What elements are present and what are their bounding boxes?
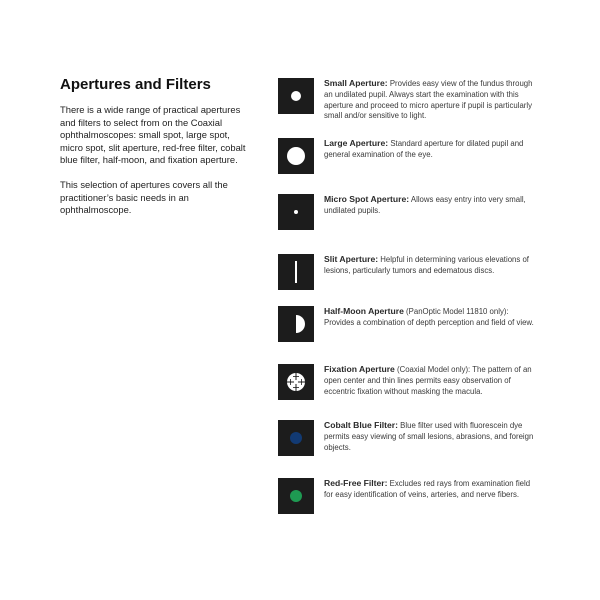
- item-title: Cobalt Blue Filter:: [324, 420, 399, 430]
- fixation-icon: [278, 364, 314, 400]
- item-description: (Coaxial Model only): The pattern of an open center and thin lines permits easy observation of eccentric fixation without masking the macula.: [324, 365, 532, 396]
- half-moon-icon: [278, 306, 314, 342]
- item-description: Helpful in determining various elevations of lesions, particularly tumors and edematous discs.: [324, 255, 529, 275]
- large-spot-icon: [278, 138, 314, 174]
- item-title: Small Aperture:: [324, 78, 388, 88]
- summary-paragraph: This selection of apertures covers all the practitioner’s basic needs in an ophthalmoscope.: [60, 178, 228, 216]
- micro-spot-icon: [278, 194, 314, 230]
- item-title: Red-Free Filter:: [324, 478, 388, 488]
- item-text: [324, 420, 534, 453]
- item-text: [324, 138, 534, 161]
- cobalt-blue-filter-icon: [278, 420, 314, 456]
- small-spot-icon: [278, 78, 314, 114]
- item-description: Blue filter used with fluorescein dye permits easy viewing of small lesions, abrasions, and foreign objects.: [324, 421, 534, 452]
- item-description: Provides easy view of the fundus through an undilated pupil. Always start the examination with this aperture and proceed to micro aperture if pupil is particularly small and/or sensitive to light.: [324, 79, 533, 121]
- intro-paragraph: There is a wide range of practical apertures and filters to select from on the Coaxial ophthalmoscopes: small spot, large spot, micro spot, slit aperture, red-free filter, cobalt blue filter, half-moon, and fixation aperture.: [60, 104, 246, 166]
- item-text: [324, 364, 534, 397]
- item-description: Standard aperture for dilated pupil and general examination of the eye.: [324, 139, 524, 159]
- page-title: Apertures and Filters: [60, 76, 211, 93]
- item-text: [324, 194, 534, 217]
- item-title: Slit Aperture:: [324, 254, 379, 264]
- slit-icon: [278, 254, 314, 290]
- item-text: [324, 78, 534, 122]
- item-description: Excludes red rays from examination field for easy identification of veins, arteries, and nerve fibers.: [324, 479, 531, 499]
- item-text: [324, 478, 534, 501]
- item-text: [324, 306, 534, 329]
- item-description: Allows easy entry into very small, undilated pupils.: [324, 195, 526, 215]
- item-title: Half-Moon Aperture: [324, 306, 404, 316]
- item-title: Large Aperture:: [324, 138, 389, 148]
- item-title: Micro Spot Aperture:: [324, 194, 410, 204]
- item-title: Fixation Aperture: [324, 364, 395, 374]
- intro-section: [60, 76, 250, 229]
- item-description: (PanOptic Model 11810 only): Provides a combination of depth perception and field of view.: [324, 307, 534, 327]
- item-text: [324, 254, 534, 277]
- red-free-filter-icon: [278, 478, 314, 514]
